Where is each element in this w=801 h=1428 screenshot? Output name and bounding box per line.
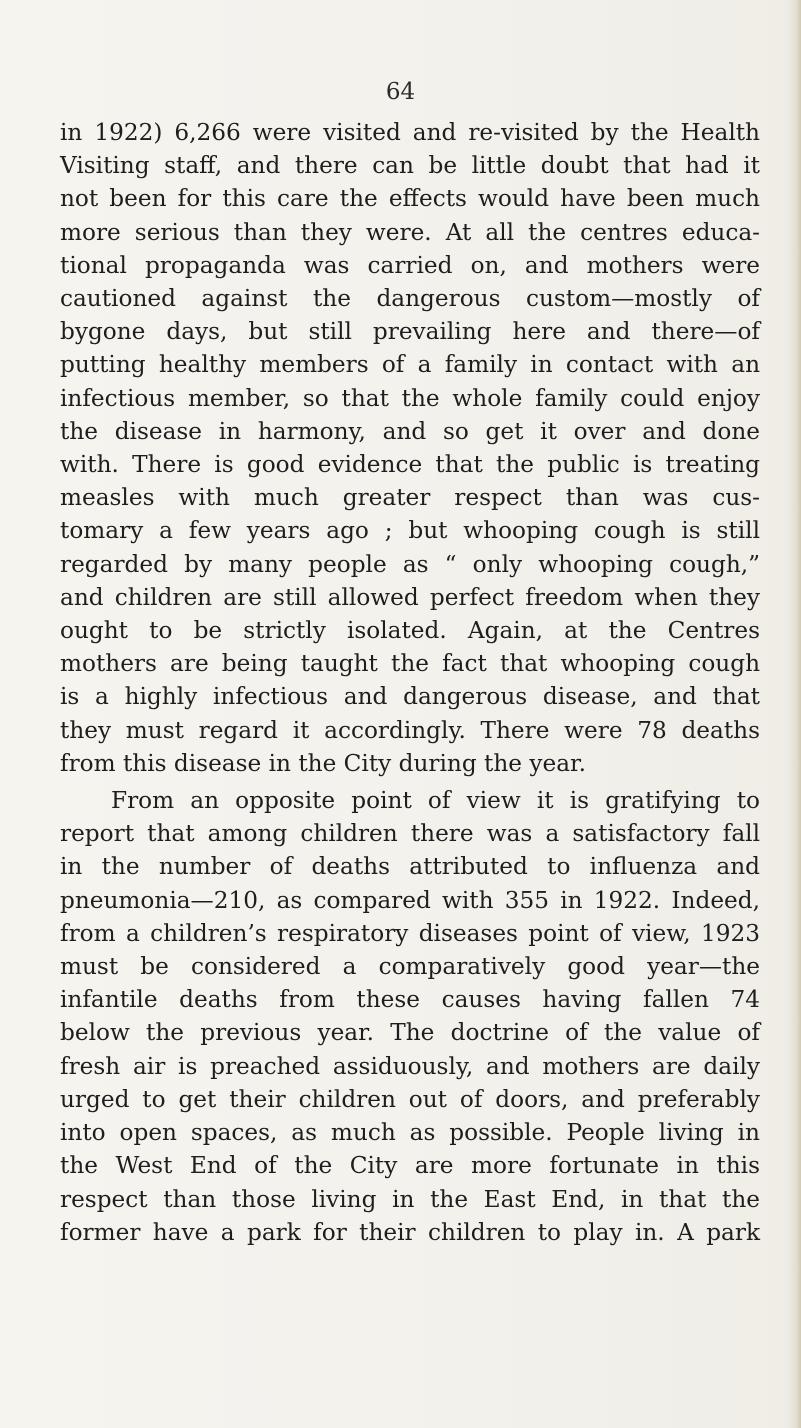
text-line: below the previous year. The doctrine of the value of — [60, 1019, 760, 1047]
text-line: in the number of deaths attributed to influenza and — [60, 853, 760, 881]
paragraph-1 — [60, 116, 760, 780]
page-edge-shadow — [787, 0, 801, 1428]
text-line: from a children’s respiratory diseases point of view, 1923 — [60, 919, 760, 947]
text-line: cautioned against the dangerous custom—mostly of — [60, 285, 760, 313]
text-line: measles with much greater respect than was cus- — [60, 484, 760, 512]
text-line: is a highly infectious and dangerous disease, and that — [60, 683, 760, 711]
text-line: bygone days, but still prevailing here and there—of — [60, 318, 760, 346]
text-line: fresh air is preached assiduously, and mothers are daily — [60, 1052, 760, 1080]
text-line: ought to be strictly isolated. Again, at the Centres — [60, 617, 760, 645]
text-line: from this disease in the City during the year. — [60, 749, 586, 777]
text-line: not been for this care the effects would have been much — [60, 185, 760, 213]
text-line: mothers are being taught the fact that whooping cough — [60, 650, 760, 678]
text-line: tomary a few years ago ; but whooping cough is still — [60, 517, 760, 545]
page-number: 64 — [385, 79, 416, 105]
text-line: infectious member, so that the whole family could enjoy — [60, 384, 760, 412]
text-line: the disease in harmony, and so get it over and done — [60, 417, 760, 445]
text-line: into open spaces, as much as possible. People living in — [60, 1119, 760, 1147]
text-line: the West End of the City are more fortunate in this — [60, 1152, 760, 1180]
text-line: tional propaganda was carried on, and mothers were — [60, 251, 760, 279]
text-line: and children are still allowed perfect freedom when they — [60, 583, 760, 611]
text-line: Visiting staff, and there can be little doubt that had it — [60, 152, 760, 180]
text-line: with. There is good evidence that the public is treating — [60, 451, 760, 479]
text-line: in 1922) 6,266 were visited and re-visited by the Health — [60, 119, 760, 146]
body-text — [60, 116, 760, 1249]
paragraph-2 — [60, 784, 760, 1249]
text-line: putting healthy members of a family in contact with an — [60, 351, 760, 379]
text-line: From an opposite point of view it is gratifying to — [111, 787, 760, 815]
text-line: urged to get their children out of doors, and preferably — [60, 1085, 760, 1113]
text-line: infantile deaths from these causes having fallen 74 — [60, 986, 760, 1014]
text-line: regarded by many people as “ only whooping cough,” — [60, 550, 760, 578]
text-line: report that among children there was a satisfactory fall — [60, 820, 760, 848]
text-line: they must regard it accordingly. There were 78 deaths — [60, 716, 760, 744]
text-line: respect than those living in the East End, in that the — [60, 1185, 760, 1213]
text-line: must be considered a comparatively good year—the — [60, 953, 760, 981]
text-line: more serious than they were. At all the centres educa- — [60, 218, 760, 246]
text-line: pneumonia—210, as compared with 355 in 1922. Indeed, — [60, 886, 760, 914]
text-line: former have a park for their children to play in. A park — [60, 1218, 760, 1246]
